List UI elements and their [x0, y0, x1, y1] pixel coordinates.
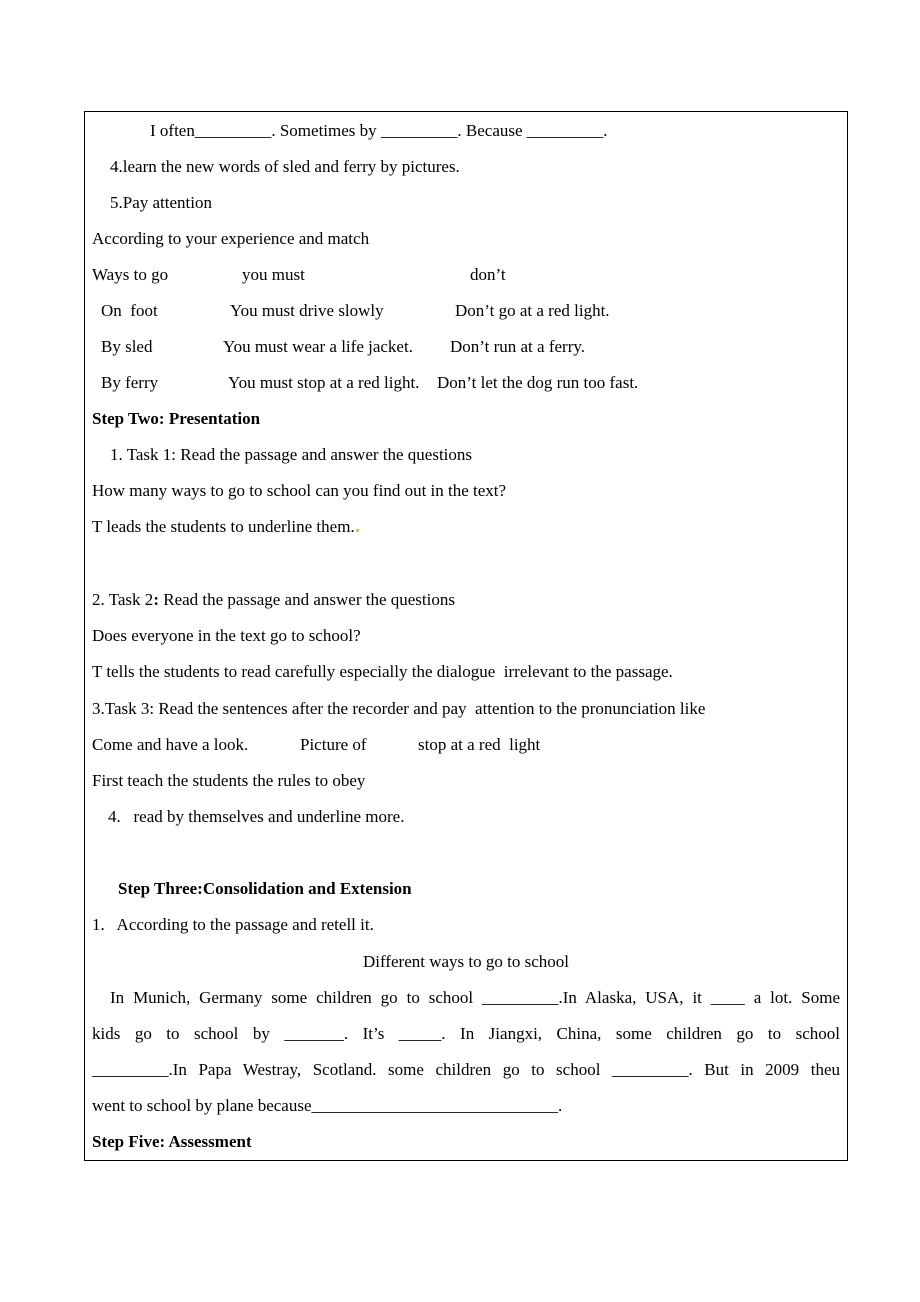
step-two-heading: Step Two: Presentation: [92, 409, 261, 428]
match-row-way: By sled: [101, 337, 153, 356]
artifact-dot: [356, 529, 359, 532]
step-five-heading: Step Five: Assessment: [92, 1132, 252, 1151]
match-row-way: By ferry: [101, 373, 159, 392]
task-2-note: T tells the students to read carefully especially the dialogue irrelevant to the passage.: [92, 662, 673, 681]
match-header-ways: Ways to go: [92, 265, 169, 284]
passage-line: went to school by plane because_____________________________.: [92, 1096, 563, 1115]
task-2-colon: :: [153, 590, 159, 609]
step-two-item-4: 4. read by themselves and underline more.: [108, 807, 405, 826]
match-header-must: you must: [242, 265, 305, 284]
match-header-dont: don’t: [470, 265, 506, 284]
passage-title: Different ways to go to school: [362, 952, 569, 971]
match-row-must: You must stop at a red light.: [228, 373, 420, 392]
rules-note: First teach the students the rules to obey: [92, 771, 366, 790]
intro-item-5: 5.Pay attention: [110, 193, 212, 212]
match-row-must: You must drive slowly: [230, 301, 384, 320]
step-three-heading: Step Three:Consolidation and Extension: [118, 879, 412, 898]
task-2-rest: Read the passage and answer the questions: [158, 590, 455, 609]
task-1-note-text: T leads the students to underline them.: [92, 517, 355, 536]
passage-line: _________.In Papa Westray, Scotland. some children go to school _________. But in 2009 theu: [92, 1060, 840, 1079]
task-1: 1. Task 1: Read the passage and answer the questions: [110, 445, 473, 464]
match-row-dont: Don’t let the dog run too fast.: [437, 373, 639, 392]
fill-in-sentence: I often_________. Sometimes by _________. Because _________.: [150, 121, 608, 140]
intro-item-4: 4.learn the new words of sled and ferry by pictures.: [110, 157, 460, 176]
phrase-picture-of: Picture of: [300, 735, 367, 754]
passage-line: In Munich, Germany some children go to school _________.In Alaska, USA, it ____ a lot. Some: [110, 988, 840, 1007]
match-row-way: On foot: [101, 301, 158, 320]
task-2: [92, 590, 455, 610]
match-row-dont: Don’t go at a red light.: [455, 301, 610, 320]
phrase-come-and-have-a-look: Come and have a look.: [92, 735, 249, 754]
task-2-prefix: 2. Task 2: [92, 590, 154, 609]
match-instruction: According to your experience and match: [92, 229, 370, 248]
passage-line: kids go to school by _______. It’s _____. In Jiangxi, China, some children go to school: [92, 1024, 840, 1043]
phrase-stop-at-a-red-light: stop at a red light: [418, 735, 541, 754]
step-three-item-1: 1. According to the passage and retell it.: [92, 915, 374, 934]
task-1-note: [92, 517, 360, 537]
match-row-dont: Don’t run at a ferry.: [450, 337, 586, 356]
task-2-question: Does everyone in the text go to school?: [92, 626, 361, 645]
task-1-question: How many ways to go to school can you find out in the text?: [92, 481, 507, 500]
task-3: 3.Task 3: Read the sentences after the recorder and pay attention to the pronunciation like: [92, 699, 706, 718]
match-row-must: You must wear a life jacket.: [223, 337, 413, 356]
